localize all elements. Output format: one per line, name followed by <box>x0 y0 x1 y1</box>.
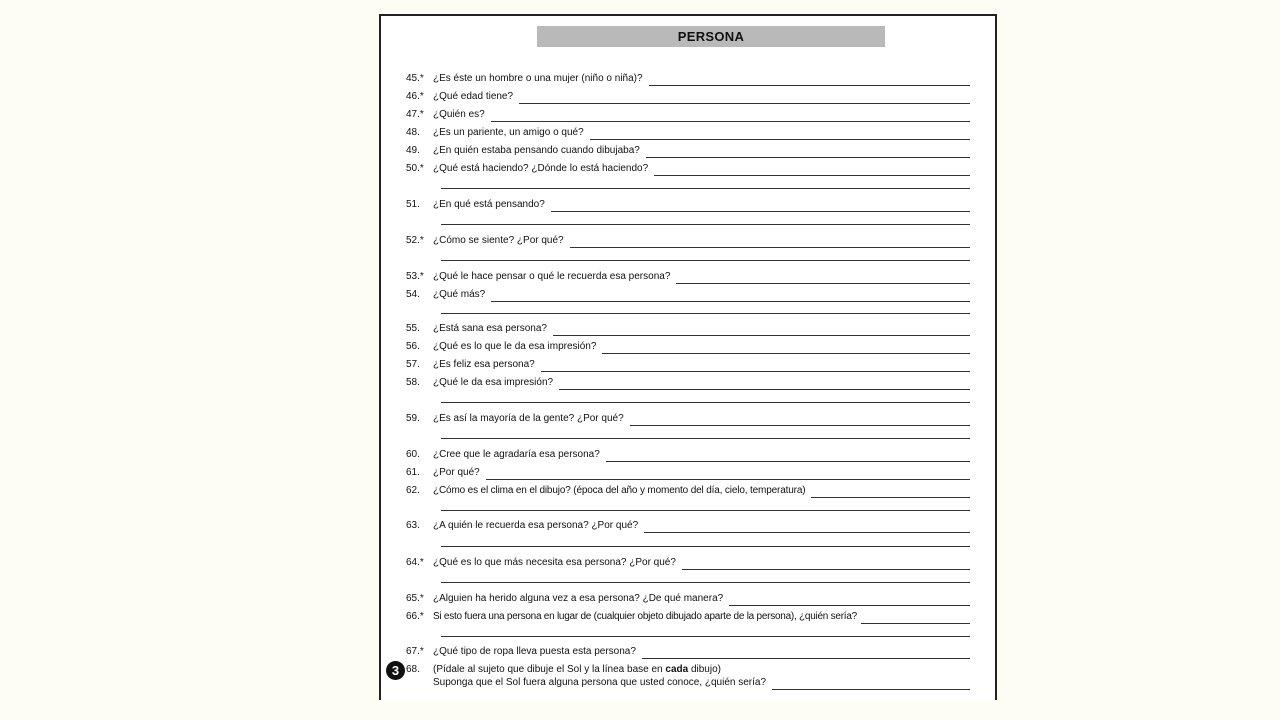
answer-line[interactable] <box>486 469 970 480</box>
question-63: 63. ¿A quién le recuerda esa persona? ¿Por qué? <box>381 519 995 535</box>
question-65: 65.* ¿Alguien ha herido alguna vez a esa persona? ¿De qué manera? <box>381 592 995 608</box>
answer-line[interactable] <box>729 595 970 606</box>
answer-line[interactable] <box>491 111 970 122</box>
question-60: 60. ¿Cree que le agradaría esa persona? <box>381 448 995 464</box>
question-62: 62. ¿Cómo es el clima en el dibujo? (época del año y momento del día, cielo, temperatura) <box>381 484 995 500</box>
question-47: 47.* ¿Quién es? <box>381 108 995 124</box>
answer-line-extra[interactable] <box>441 224 970 225</box>
answer-line-extra[interactable] <box>441 582 970 583</box>
question-45: 45.* ¿Es éste un hombre o una mujer (niño o niña)? <box>381 72 995 88</box>
answer-line[interactable] <box>590 129 970 140</box>
question-67: 67.* ¿Qué tipo de ropa lleva puesta esta persona? <box>381 645 995 661</box>
answer-line[interactable] <box>559 379 970 390</box>
answer-line[interactable] <box>630 415 970 426</box>
answer-line-extra[interactable] <box>441 260 970 261</box>
answer-line-extra[interactable] <box>441 438 970 439</box>
answer-line[interactable] <box>541 361 970 372</box>
question-52: 52.* ¿Cómo se siente? ¿Por qué? <box>381 234 995 250</box>
answer-line[interactable] <box>861 613 970 624</box>
answer-line[interactable] <box>570 237 970 248</box>
answer-line-extra[interactable] <box>441 313 970 314</box>
answer-line[interactable] <box>649 75 970 86</box>
question-59: 59. ¿Es así la mayoría de la gente? ¿Por qué? <box>381 412 995 428</box>
question-54: 54. ¿Qué más? <box>381 288 995 304</box>
question-58: 58. ¿Qué le da esa impresión? <box>381 376 995 392</box>
answer-line-extra[interactable] <box>441 510 970 511</box>
question-56: 56. ¿Qué es lo que le da esa impresión? <box>381 340 995 356</box>
answer-line[interactable] <box>642 648 970 659</box>
question-68: 68. (Pídale al sujeto que dibuje el Sol y la línea base en cada dibujo) <box>406 664 721 675</box>
question-64: 64.* ¿Qué es lo que más necesita esa persona? ¿Por qué? <box>381 556 995 572</box>
question-51: 51. ¿En qué está pensando? <box>381 198 995 214</box>
answer-line-extra[interactable] <box>441 402 970 403</box>
answer-line[interactable] <box>602 343 970 354</box>
answer-line[interactable] <box>644 522 970 533</box>
answer-line[interactable] <box>772 679 970 690</box>
section-title-bar <box>537 26 885 47</box>
question-50: 50.* ¿Qué está haciendo? ¿Dónde lo está haciendo? <box>381 162 995 178</box>
step-number-badge: 3 <box>386 661 405 680</box>
answer-line-extra[interactable] <box>441 546 970 547</box>
answer-line[interactable] <box>519 93 970 104</box>
question-48: 48. ¿Es un pariente, un amigo o qué? <box>381 126 995 142</box>
question-46: 46.* ¿Qué edad tiene? <box>381 90 995 106</box>
answer-line[interactable] <box>606 451 970 462</box>
answer-line-extra[interactable] <box>441 188 970 189</box>
answer-line-extra[interactable] <box>441 636 970 637</box>
answer-line[interactable] <box>646 147 970 158</box>
question-61: 61. ¿Por qué? <box>381 466 995 482</box>
question-49: 49. ¿En quién estaba pensando cuando dibujaba? <box>381 144 995 160</box>
question-55: 55. ¿Está sana esa persona? <box>381 322 995 338</box>
answer-line[interactable] <box>654 165 970 176</box>
answer-line[interactable] <box>811 487 970 498</box>
question-57: 57. ¿Es feliz esa persona? <box>381 358 995 374</box>
answer-line[interactable] <box>676 273 970 284</box>
answer-line[interactable] <box>491 291 970 302</box>
questionnaire-page <box>379 14 997 700</box>
question-66: 66.* Si esto fuera una persona en lugar de (cualquier objeto dibujado aparte de la persona), ¿quién sería? <box>381 610 995 626</box>
section-title: PERSONA <box>677 29 745 44</box>
answer-line[interactable] <box>551 201 970 212</box>
answer-line[interactable] <box>553 325 970 336</box>
question-53: 53.* ¿Qué le hace pensar o qué le recuerda esa persona? <box>381 270 995 286</box>
question-68-instruction: (Pídale al sujeto que dibuje el Sol y la línea base en cada dibujo) <box>433 664 721 675</box>
question-68-line2: Suponga que el Sol fuera alguna persona que usted conoce, ¿quién sería? <box>433 676 970 690</box>
answer-line[interactable] <box>682 559 970 570</box>
